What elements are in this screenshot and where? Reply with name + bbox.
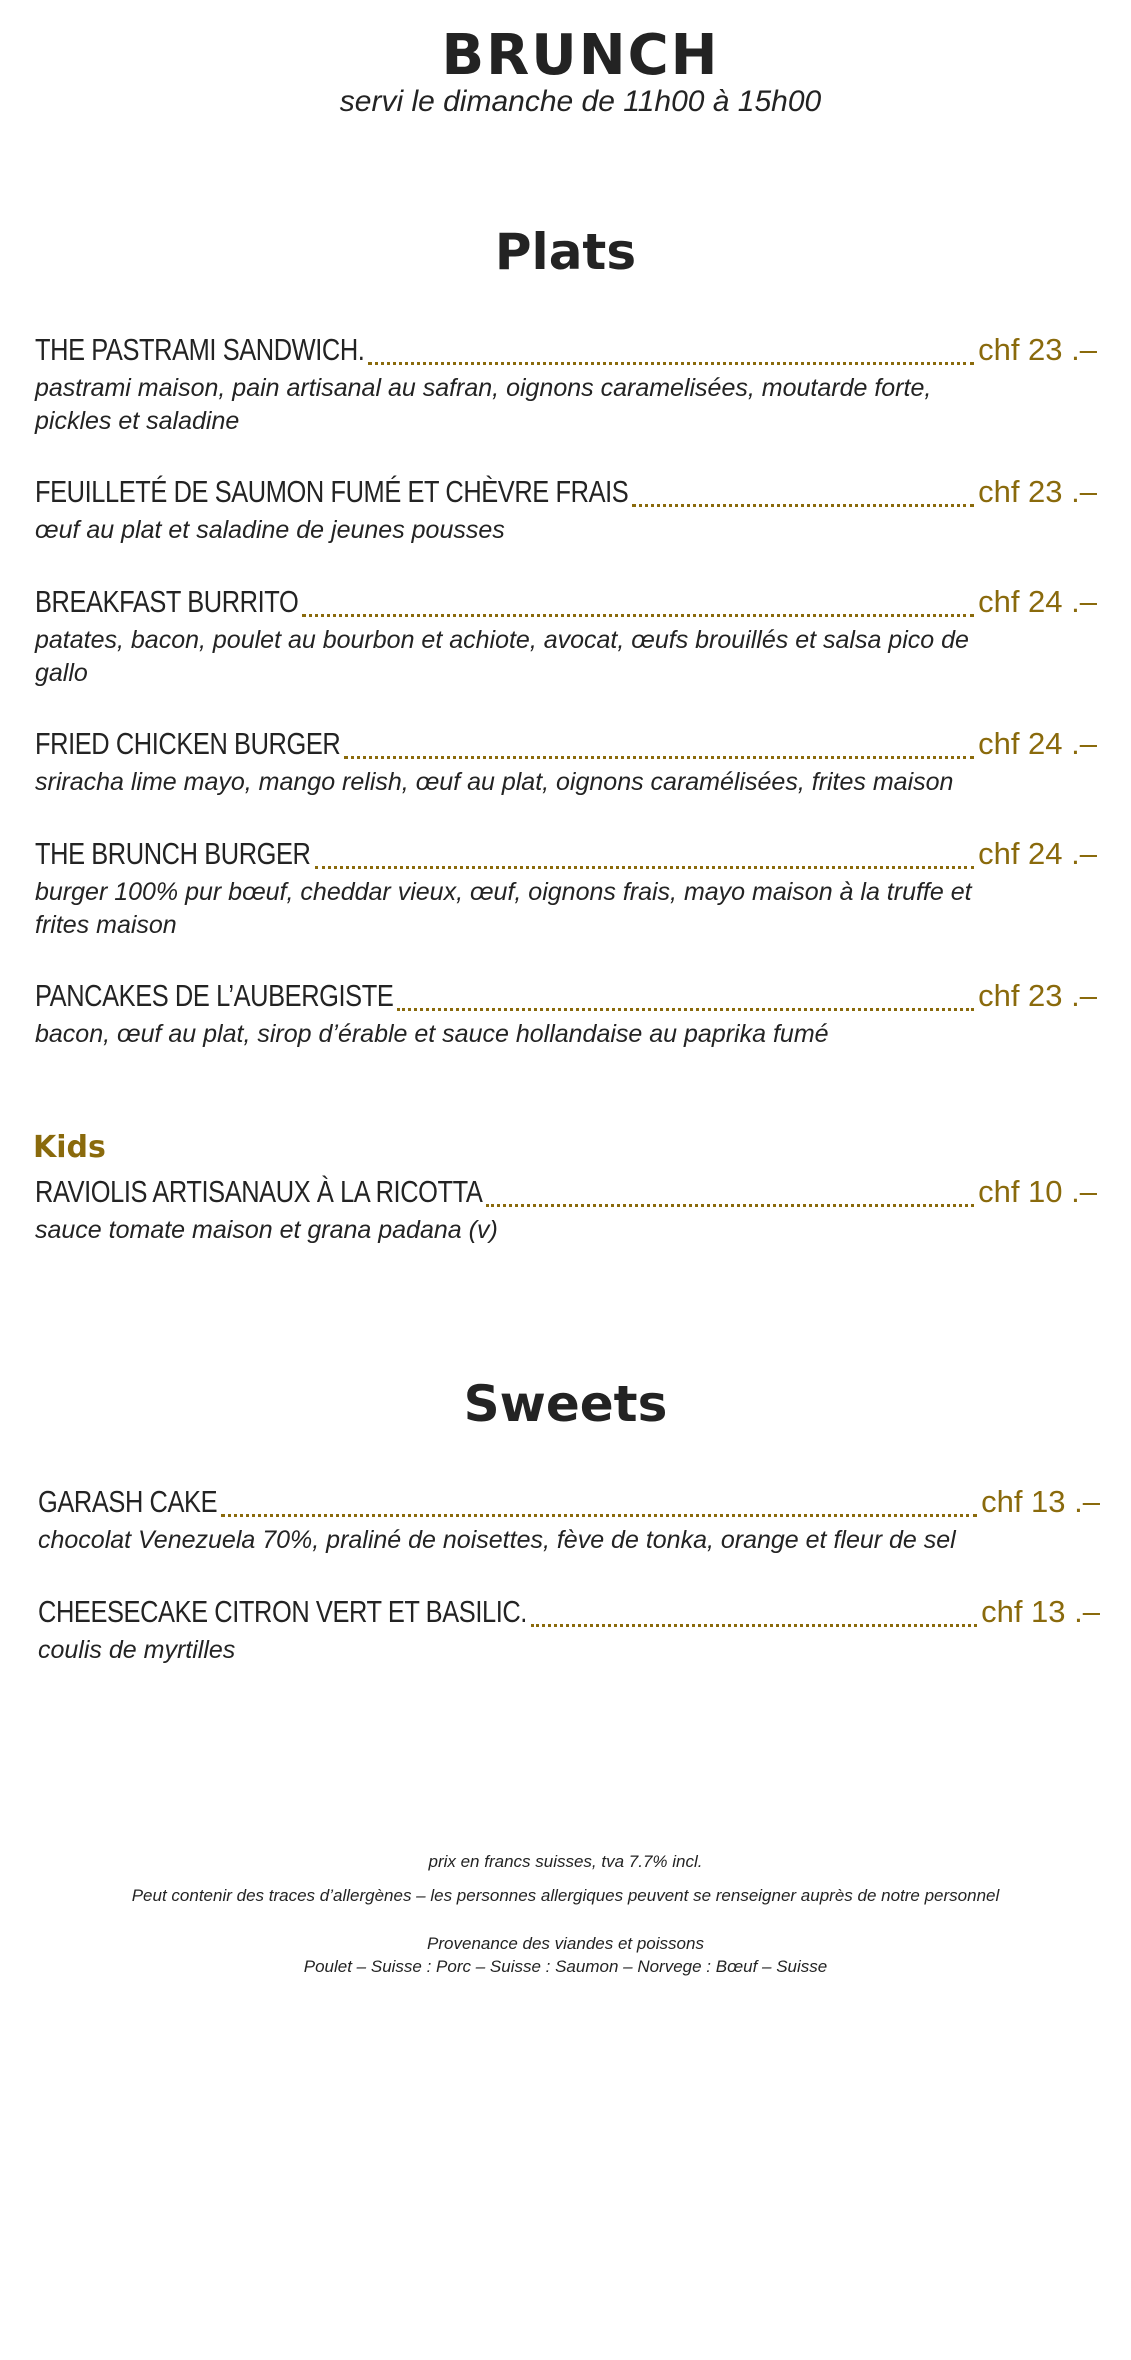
item-price: chf 24 .– bbox=[978, 584, 1097, 619]
item-description: sauce tomate maison et grana padana (v) bbox=[35, 1216, 498, 1244]
item-description: burger 100% pur bœuf, cheddar vieux, œuf, oignons frais, mayo maison à la truffe et frites maison bbox=[35, 878, 972, 939]
dotted-leader bbox=[531, 1624, 977, 1627]
footer-price-note: prix en francs suisses, tva 7.7% incl. bbox=[428, 1852, 703, 1871]
dotted-leader bbox=[315, 866, 975, 869]
menu-item bbox=[38, 1484, 1100, 1557]
menu-item bbox=[38, 1594, 1100, 1667]
item-name: CHEESECAKE CITRON VERT ET BASILIC. bbox=[38, 1594, 527, 1629]
item-price: chf 23 .– bbox=[978, 332, 1097, 367]
item-price: chf 24 .– bbox=[978, 836, 1097, 871]
dotted-leader bbox=[632, 504, 974, 507]
footer-provenance-title: Provenance des viandes et poissons bbox=[427, 1934, 704, 1953]
dotted-leader bbox=[368, 362, 974, 365]
item-price: chf 10 .– bbox=[978, 1174, 1097, 1209]
item-name: GARASH CAKE bbox=[38, 1484, 218, 1519]
item-description: œuf au plat et saladine de jeunes pousses bbox=[35, 516, 505, 544]
item-price: chf 13 .– bbox=[981, 1484, 1100, 1519]
item-price: chf 24 .– bbox=[978, 726, 1097, 761]
item-description: pastrami maison, pain artisanal au safran, oignons caramelisées, moutarde forte, pickles et saladine bbox=[35, 374, 932, 435]
item-name: PANCAKES DE L’AUBERGISTE bbox=[35, 978, 394, 1013]
dotted-leader bbox=[397, 1008, 974, 1011]
item-description: coulis de myrtilles bbox=[38, 1636, 236, 1664]
item-name: FEUILLETÉ DE SAUMON FUMÉ ET CHÈVRE FRAIS bbox=[35, 474, 629, 509]
dotted-leader bbox=[302, 614, 974, 617]
item-description: chocolat Venezuela 70%, praliné de noisettes, fève de tonka, orange et fleur de sel bbox=[38, 1526, 956, 1554]
menu-subtitle: servi le dimanche de 11h00 à 15h00 bbox=[339, 85, 822, 118]
item-description: patates, bacon, poulet au bourbon et achiote, avocat, œufs brouillés et salsa pico de gallo bbox=[35, 626, 969, 687]
item-price: chf 23 .– bbox=[978, 474, 1097, 509]
item-name: FRIED CHICKEN BURGER bbox=[35, 726, 341, 761]
menu-item bbox=[35, 474, 1097, 547]
section-title-plats: Plats bbox=[494, 223, 637, 281]
section-title-sweets: Sweets bbox=[463, 1375, 668, 1433]
menu-item bbox=[35, 978, 1097, 1051]
item-price: chf 23 .– bbox=[978, 978, 1097, 1013]
item-price: chf 13 .– bbox=[981, 1594, 1100, 1629]
item-description: bacon, œuf au plat, sirop d’érable et sauce hollandaise au paprika fumé bbox=[35, 1020, 829, 1048]
footer-provenance-list: Poulet – Suisse : Porc – Suisse : Saumon – Norvege : Bœuf – Suisse bbox=[303, 1957, 828, 1976]
section-title-kids: Kids bbox=[33, 1130, 106, 1165]
dotted-leader bbox=[486, 1204, 974, 1207]
menu-item bbox=[35, 726, 1097, 799]
menu-item bbox=[35, 332, 1097, 438]
menu-item bbox=[35, 584, 1097, 690]
item-name: THE BRUNCH BURGER bbox=[35, 836, 311, 871]
item-description: sriracha lime mayo, mango relish, œuf au plat, oignons caramélisées, frites maison bbox=[35, 768, 954, 796]
item-name: RAVIOLIS ARTISANAUX À LA RICOTTA bbox=[35, 1174, 483, 1209]
menu-item bbox=[35, 1174, 1097, 1247]
menu-title: BRUNCH bbox=[441, 23, 720, 88]
dotted-leader bbox=[221, 1514, 977, 1517]
menu-item bbox=[35, 836, 1097, 942]
dotted-leader bbox=[344, 756, 974, 759]
footer-allergen-note: Peut contenir des traces d’allergènes – les personnes allergiques peuvent se renseigner auprès de notre personnel bbox=[131, 1886, 1000, 1905]
item-name: THE PASTRAMI SANDWICH. bbox=[35, 332, 365, 367]
item-name: BREAKFAST BURRITO bbox=[35, 584, 299, 619]
